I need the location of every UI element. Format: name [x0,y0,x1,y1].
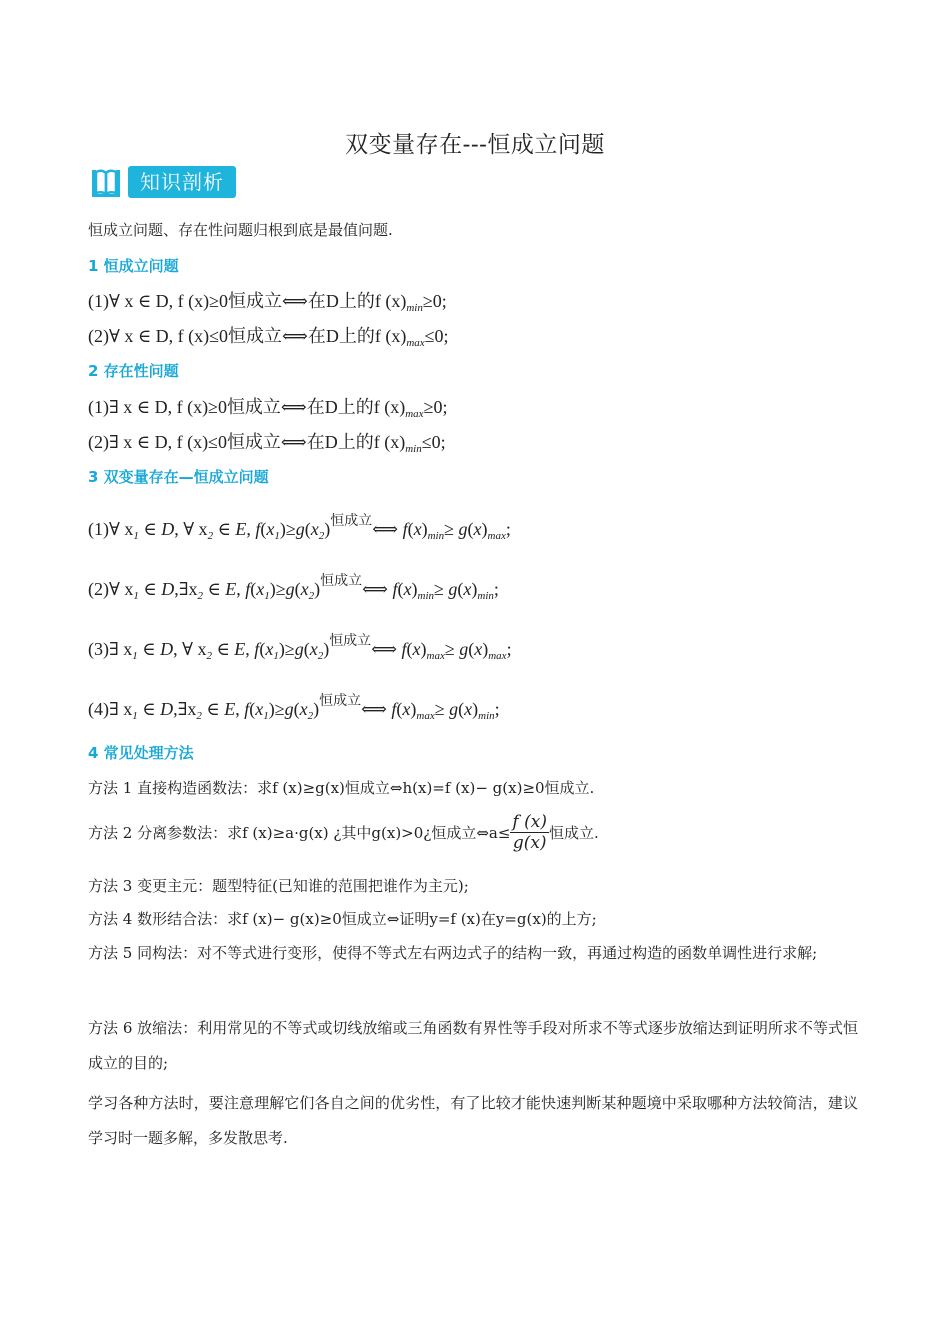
sec1-line1-sub: min [406,302,423,314]
sec3-line-3: (3)∃ $x_1$ ∈ D, ∀ $x_2$ ∈ E, $f(x_1)\ge g(x_2)^{恒成立}⟺$ $f(x)_{max}\ge g(x)_{max}$; [88,634,512,662]
sec3-line-1-q2: , ∀ x [174,519,208,539]
sec1-line2-text: (2)∀ x ∈ D, f (x)≤0恒成立⟺在D上的f (x) [88,326,407,346]
sec2-line2-end: ≤0; [421,432,446,452]
method-2-text: 方法 2 分离参数法：求f (x)≥a·g(x) ¿其中g(x)>0¿恒成立⇔a≤ [88,824,511,842]
fraction-numerator: f (x) [512,812,547,832]
sec2-line1-sub: max [405,408,424,420]
method-2-end: 恒成立. [548,824,599,842]
sec3-line-3-s2: max [488,650,507,662]
method-6: 方法 6 放缩法：利用常见的不等式或切线放缩或三角函数有界性等手段对所求不等式逐步放缩达到证明所求不等式恒成立的目的; [88,1019,858,1072]
sec3-line-4: (4)∃ $x_1$ ∈ $D,\exists x_2$ ∈ E, $f(x_1)\ge g(x_2)^{恒成立}⟺$ $f(x)_{max}\ge g(x)_{min}$; [88,694,500,722]
sec1-line1-text: (1)∀ x ∈ D, f (x)≥0恒成立⟺在D上的f (x) [88,291,407,311]
method-1: 方法 1 直接构造函数法：求f (x)≥g(x)恒成立⇔h(x)=f (x)− g(x)≥0恒成立. [88,779,595,797]
method-5: 方法 5 同构法：对不等式进行变形，使得不等式左右两边式子的结构一致，再通过构造的函数单调性进行求解; [88,944,818,962]
sec3-line-1-s1: min [427,530,445,542]
sec3-line-2-s2: min [477,590,494,602]
sec3-line-2-q2: ,∃x [174,579,198,599]
method-2-fraction [510,812,549,853]
sec3-line-4-s2: min [478,710,495,722]
sec1-line2-sub: max [406,337,425,349]
banner-label: 知识剖析 [128,166,236,198]
page-title: 双变量存在---恒成立问题 [345,132,605,158]
sec3-line-1-sup: 恒成立 [330,514,373,529]
sec3-line-4-sup: 恒成立 [319,694,362,709]
sec3-line-1-pre: (1)∀ x [88,519,134,539]
sec1-line1-end: ≥0; [422,291,447,311]
sec2-line1-text: (1)∃ x ∈ D, f (x)≥0恒成立⟺在D上的f (x) [88,397,406,417]
sec3-line-3-sup: 恒成立 [329,634,372,649]
sec3-line-4-pre: (4)∃ x [88,699,133,719]
section-3-heading: 3 双变量存在—恒成立问题 [88,468,269,486]
book-icon [88,164,124,200]
sec1-line1 [88,287,447,314]
sec3-line-2-pre: (2)∀ x [88,579,134,599]
method-4: 方法 4 数形结合法：求f (x)− g(x)≥0恒成立⇔证明y=f (x)在y=g(x)的上方; [88,910,597,928]
sec3-line-4-s1: max [416,710,435,722]
sec1-line2-end: ≤0; [424,326,449,346]
sec3-line-4-q2: ,∃x [173,699,197,719]
method-2 [88,812,599,853]
summary: 学习各种方法时，要注意理解它们各自之间的优劣性，有了比较才能快速判断某种题境中采取哪种方法较简洁，建议学习时一题多解，多发散思考. [88,1094,858,1147]
sec3-line-3-s1: max [426,650,445,662]
sec3-line-2-sup: 恒成立 [320,574,363,589]
sec1-line2 [88,322,449,349]
fraction-denominator: g(x) [512,833,547,853]
sec2-line1-end: ≥0; [423,397,448,417]
sec2-line2 [88,428,446,455]
sec3-line-3-pre: (3)∃ x [88,639,133,659]
section-banner [88,164,236,200]
sec3-line-2: (2)∀ $x_1$ ∈ $D,\exists x_2$ ∈ E, $f(x_1)\ge g(x_2)^{恒成立}⟺$ $f(x)_{min}\ge g(x)_{min}$; [88,574,499,602]
sec2-line2-text: (2)∃ x ∈ D, f (x)≤0恒成立⟺在D上的f (x) [88,432,406,452]
sec2-line2-sub: min [405,443,422,455]
sec3-line-3-q2: , ∀ x [173,639,207,659]
sec3-line-1-s2: max [487,530,506,542]
section-2-heading: 2 存在性问题 [88,362,179,380]
sec3-line-2-s1: min [417,590,434,602]
method-3: 方法 3 变更主元：题型特征(已知谁的范围把谁作为主元); [88,877,469,895]
sec3-line-1: (1)∀ $x_1$ ∈ D, ∀ $x_2$ ∈ E, $f(x_1)\ge g(x_2)^{恒成立}⟺$ $f(x)_{min}\ge g(x)_{max}$; [88,514,511,542]
intro-text: 恒成立问题、存在性问题归根到底是最值问题. [88,221,393,239]
sec2-line1 [88,393,447,420]
section-1-heading: 1 恒成立问题 [88,257,179,275]
section-4-heading: 4 常见处理方法 [88,744,194,762]
